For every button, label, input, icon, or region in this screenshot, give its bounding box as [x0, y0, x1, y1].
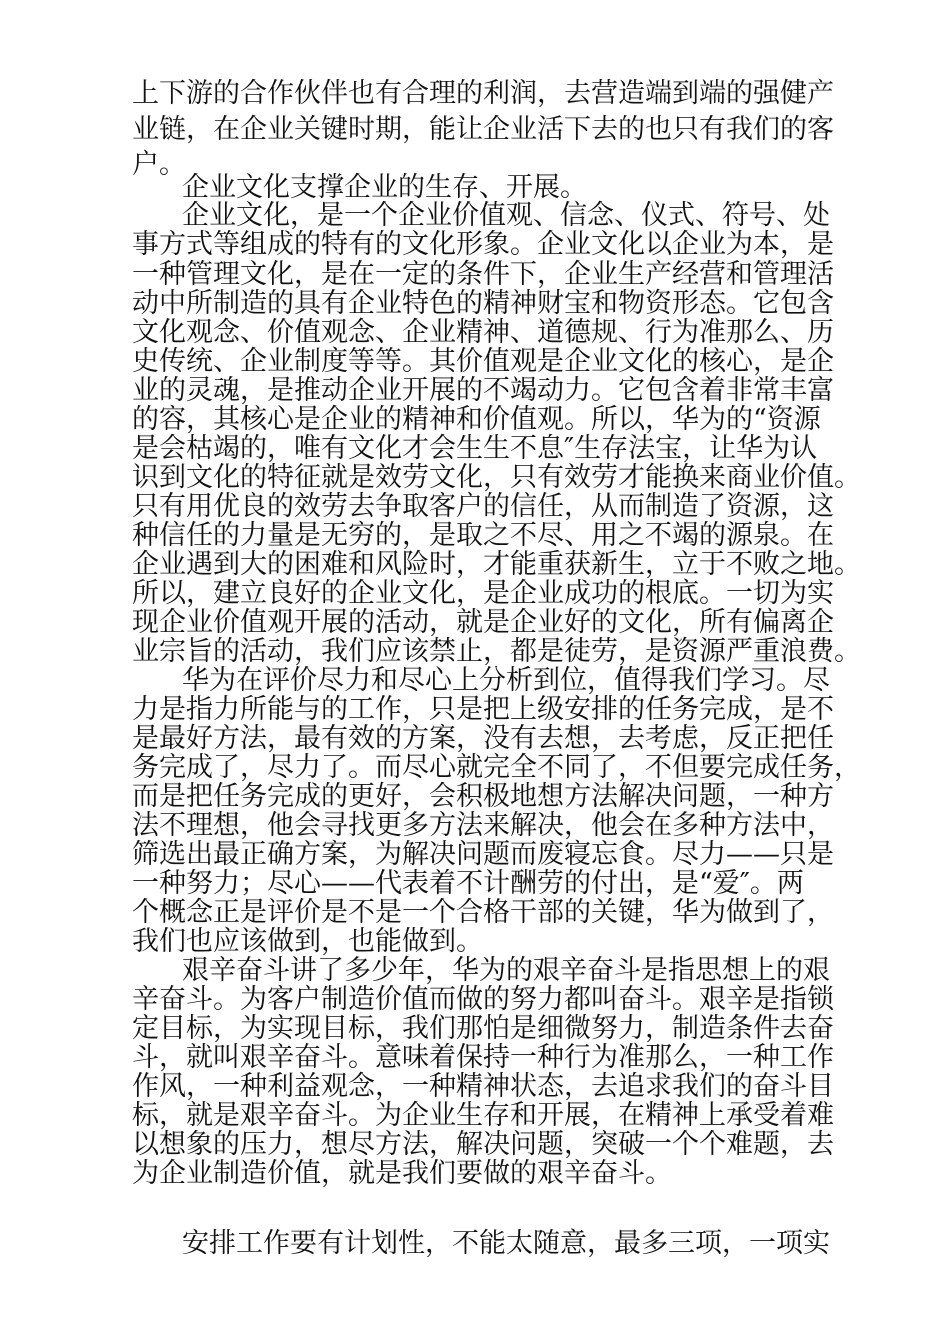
- text-line: 动中所制造的具有企业特色的精神财宝和物资形态。它包含: [132, 288, 834, 319]
- text-line: 一种努力；尽心——代表着不计酬劳的付出，是“爱″。两: [132, 868, 804, 899]
- text-line: 艰辛奋斗讲了多少年，华为的艰辛奋斗是指思想上的艰: [182, 955, 830, 986]
- text-line: 所以，建立良好的企业文化，是企业成功的根底。一切为实: [132, 578, 834, 609]
- text-line: 标，就是艰辛奋斗。为企业生存和开展，在精神上承受着难: [132, 1100, 834, 1131]
- text-line: 辛奋斗。为客户制造价值而做的努力都叫奋斗。艰辛是指锁: [132, 984, 834, 1015]
- text-line: 力是指力所能与的工作，只是把上级安排的任务完成，是不: [132, 694, 834, 725]
- text-line: 个概念正是评价是不是一个合格干部的关键，华为做到了，: [132, 897, 834, 928]
- text-line: 只有用优良的效劳去争取客户的信任，从而制造了资源，这: [132, 491, 834, 522]
- text-line: 是会枯竭的，唯有文化才会生生不息″生存法宝，让华为认: [132, 433, 818, 464]
- text-line: 作风，一种利益观念，一种精神状态，去追求我们的奋斗目: [132, 1071, 834, 1102]
- text-line: 事方式等组成的特有的文化形象。企业文化以企业为本，是: [132, 229, 834, 260]
- text-line: 安排工作要有计划性，不能太随意，最多三项，一项实: [182, 1228, 830, 1259]
- text-line: 以想象的压力，想尽方法，解决问题，突破一个个难题，去: [132, 1129, 834, 1160]
- text-line: 务完成了，尽力了。而尽心就完全不同了，不但要完成任务，: [132, 752, 861, 783]
- text-line: 我们也应该做到，也能做到。: [132, 926, 483, 957]
- text-line: 而是把任务完成的更好，会积极地想方法解决问题，一种方: [132, 781, 834, 812]
- text-line: 为企业制造价值，就是我们要做的艰辛奋斗。: [132, 1158, 672, 1189]
- text-line: 户。: [132, 149, 186, 180]
- text-line: 识到文化的特征就是效劳文化，只有效劳才能换来商业价值。: [132, 462, 861, 493]
- text-line: 华为在评价尽力和尽心上分析到位，值得我们学习。尽: [182, 665, 830, 696]
- text-line: 种信任的力量是无穷的，是取之不尽、用之不竭的源泉。在: [132, 520, 834, 551]
- text-line: 斗，就叫艰辛奋斗。意味着保持一种行为准那么，一种工作: [132, 1042, 834, 1073]
- text-line: 定目标，为实现目标，我们那怕是细微努力，制造条件去奋: [132, 1013, 834, 1044]
- text-line: 业宗旨的活动，我们应该禁止，都是徒劳，是资源严重浪费。: [132, 636, 861, 667]
- text-line: 业链，在企业关键时期，能让企业活下去的也只有我们的客: [132, 114, 834, 145]
- text-line: 的容，其核心是企业的精神和价值观。所以，华为的“资源: [132, 404, 821, 435]
- text-line: 现企业价值观开展的活动，就是企业好的文化，所有偏离企: [132, 607, 834, 638]
- text-line: 是最好方法，最有效的方案，没有去想，去考虑，反正把任: [132, 723, 834, 754]
- text-line: 史传统、企业制度等等。其价值观是企业文化的核心，是企: [132, 346, 834, 377]
- text-line: 企业文化支撑企业的生存、开展。: [182, 172, 587, 203]
- text-line: 法不理想，他会寻找更多方法来解决，他会在多种方法中，: [132, 810, 834, 841]
- text-line: 一种管理文化，是在一定的条件下，企业生产经营和管理活: [132, 259, 834, 290]
- text-line: 筛选出最正确方案，为解决问题而废寝忘食。尽力——只是: [132, 839, 834, 870]
- text-line: 业的灵魂，是推动企业开展的不竭动力。它包含着非常丰富: [132, 375, 834, 406]
- text-line: 上下游的合作伙伴也有合理的利润，去营造端到端的强健产: [132, 78, 834, 109]
- text-line: 企业文化，是一个企业价值观、信念、仪式、符号、处: [182, 200, 830, 231]
- text-line: 企业遇到大的困难和风险时，才能重获新生，立于不败之地。: [132, 549, 861, 580]
- text-line: 文化观念、价值观念、企业精神、道德规、行为准那么、历: [132, 317, 834, 348]
